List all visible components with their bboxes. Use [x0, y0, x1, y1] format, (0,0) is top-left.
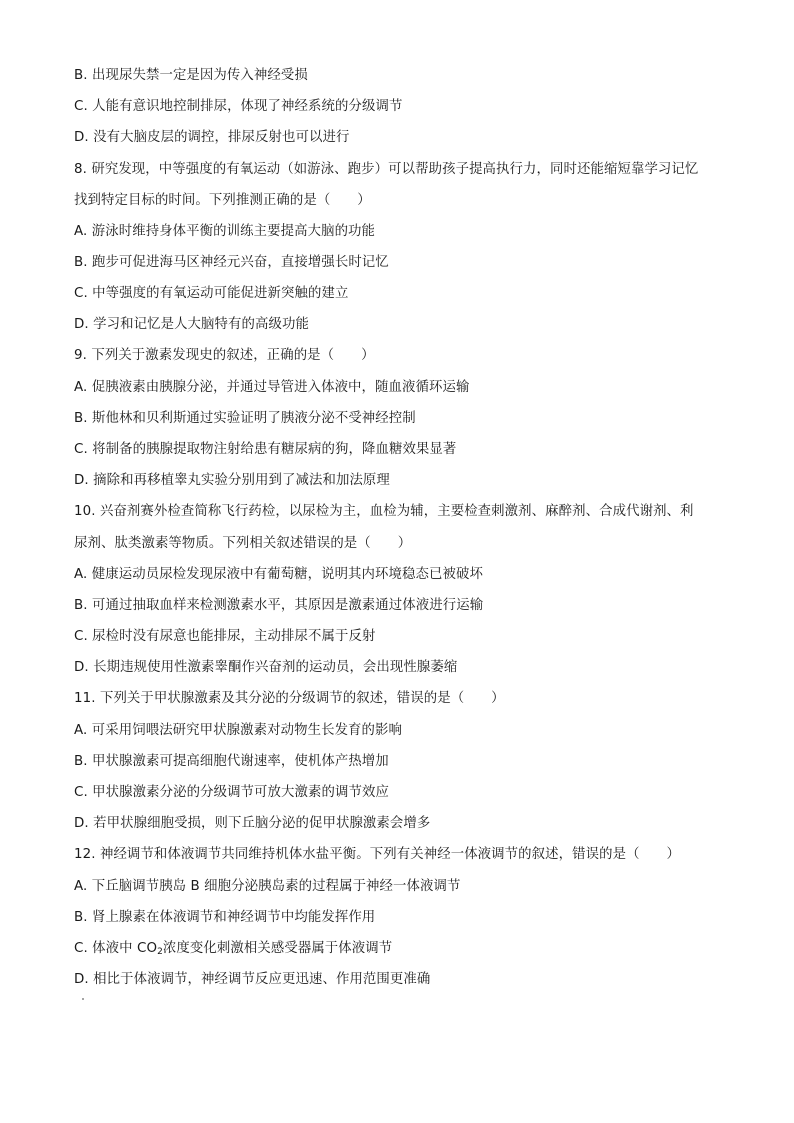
option-9d: D. 摘除和再移植睾丸实验分别用到了减法和加法原理	[74, 473, 390, 488]
option-11d: D. 若甲状腺细胞受损，则下丘脑分泌的促甲状腺激素会增多	[74, 816, 431, 831]
option-12d: D. 相比于体液调节，神经调节反应更迅速、作用范围更准确	[74, 972, 431, 987]
option-10d: D. 长期违规使用性激素睾酮作兴奋剂的运动员，会出现性腺萎缩	[74, 660, 458, 675]
question-8-stem-line-1: 8. 研究发现，中等强度的有氧运动（如游泳、跑步）可以帮助孩子提高执行力，同时还能缩短靠学习记忆	[74, 162, 699, 177]
stray-dot-mark	[82, 998, 84, 1000]
option-11a: A. 可采用饲喂法研究甲状腺激素对动物生长发育的影响	[74, 723, 403, 738]
option-12c	[74, 939, 734, 962]
option-8d: D. 学习和记忆是人大脑特有的高级功能	[74, 317, 309, 332]
option-10b: B. 可通过抽取血样来检测激素水平，其原因是激素通过体液进行运输	[74, 598, 484, 613]
option-7b: B. 出现尿失禁一定是因为传入神经受损	[74, 68, 308, 83]
option-9b: B. 斯他林和贝利斯通过实验证明了胰液分泌不受神经控制	[74, 411, 416, 426]
option-8b: B. 跑步可促进海马区神经元兴奋，直接增强长时记忆	[74, 255, 389, 270]
option-12c-after: 浓度变化刺激相关感受器属于体液调节	[162, 941, 393, 956]
option-7d: D. 没有大脑皮层的调控，排尿反射也可以进行	[74, 130, 350, 145]
option-11b: B. 甲状腺激素可提高细胞代谢速率，使机体产热增加	[74, 754, 389, 769]
option-10c: C. 尿检时没有尿意也能排尿，主动排尿不属于反射	[74, 629, 376, 644]
option-12b: B. 肾上腺素在体液调节和神经调节中均能发挥作用	[74, 910, 376, 925]
option-8c: C. 中等强度的有氧运动可能促进新突触的建立	[74, 286, 349, 301]
question-9-stem: 9. 下列关于激素发现史的叙述，正确的是（ ）	[74, 348, 375, 363]
question-10-stem-line-1: 10. 兴奋剂赛外检查简称飞行药检，以尿检为主，血检为辅，主要检查刺激剂、麻醉剂、合成代谢剂、利	[74, 504, 694, 519]
option-7c: C. 人能有意识地控制排尿，体现了神经系统的分级调节	[74, 99, 403, 114]
question-10-stem-line-2: 尿剂、肽类激素等物质。下列相关叙述错误的是（ ）	[74, 536, 412, 551]
option-9c: C. 将制备的胰腺提取物注射给患有糖尿病的狗，降血糖效果显著	[74, 442, 457, 457]
option-8a: A. 游泳时维持身体平衡的训练主要提高大脑的功能	[74, 224, 376, 239]
question-11-stem: 11. 下列关于甲状腺激素及其分泌的分级调节的叙述，错误的是（ ）	[74, 691, 505, 706]
question-12-stem: 12. 神经调节和体液调节共同维持机体水盐平衡。下列有关神经一体液调节的叙述，错误的是（ ）	[74, 847, 681, 862]
option-11c: C. 甲状腺激素分泌的分级调节可放大激素的调节效应	[74, 785, 389, 800]
option-12c-before: C. 体液中 CO	[74, 941, 158, 956]
co2-subscript: 2	[157, 947, 163, 957]
option-12a: A. 下丘脑调节胰岛 B 细胞分泌胰岛素的过程属于神经一体液调节	[74, 879, 461, 894]
option-9a: A. 促胰液素由胰腺分泌，并通过导管进入体液中，随血液循环运输	[74, 380, 470, 395]
option-10a: A. 健康运动员尿检发现尿液中有葡萄糖，说明其内环境稳态已被破坏	[74, 567, 483, 582]
question-8-stem-line-2: 找到特定目标的时间。下列推测正确的是（ ）	[74, 193, 371, 208]
